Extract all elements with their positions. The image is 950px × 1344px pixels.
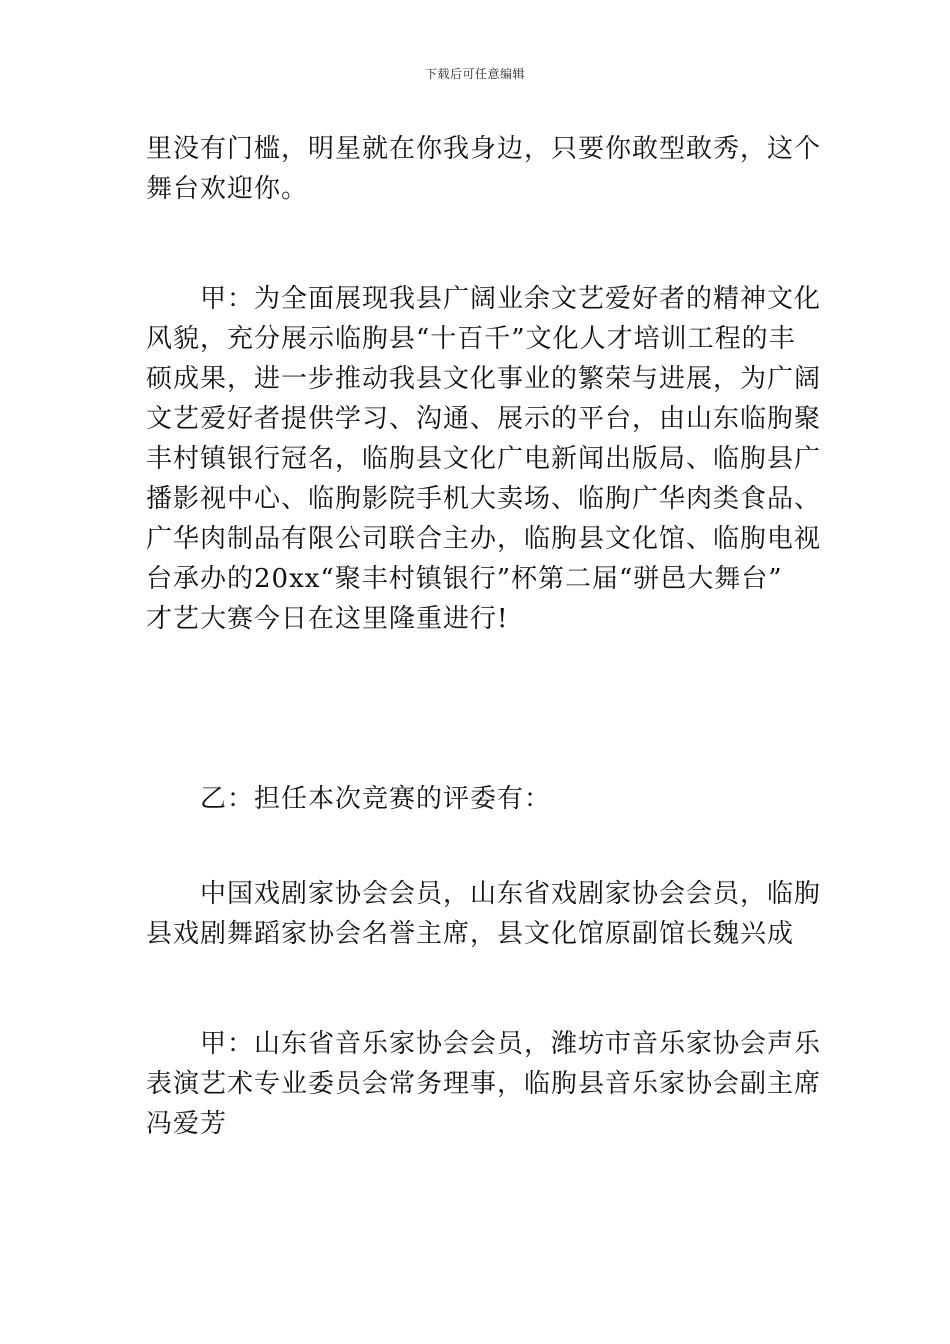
paragraph-host-b-judges xyxy=(146,779,810,819)
paragraph-line: 表演艺术专业委员会常务理事，临朐县音乐家协会副主席 xyxy=(146,1069,822,1099)
paragraph-stage-welcome xyxy=(146,129,822,209)
paragraph-line: 甲：山东省音乐家协会会员，潍坊市音乐家协会声乐 xyxy=(200,1029,822,1059)
paragraph-line: 硕成果，进一步推动我县文化事业的繁荣与进展，为广阔 xyxy=(146,364,822,394)
paragraph-line: 风貌，充分展示临朐县“十百千”文化人才培训工程的丰 xyxy=(146,324,796,354)
paragraph-line: 舞台欢迎你。 xyxy=(146,174,309,204)
paragraph-host-a-intro xyxy=(146,279,822,639)
paragraph-judge-feng xyxy=(146,1024,822,1144)
paragraph-line: 台承办的20xx“聚丰村镇银行”杯第二届“骈邑大舞台” xyxy=(146,564,783,594)
paragraph-line: 乙：担任本次竞赛的评委有： xyxy=(200,784,552,814)
paragraph-line: 县戏剧舞蹈家协会名誉主席，县文化馆原副馆长魏兴成 xyxy=(146,919,795,949)
paragraph-line: 才艺大赛今日在这里隆重进行! xyxy=(146,604,509,634)
page-header: 下载后可任意编辑 xyxy=(424,67,525,81)
paragraph-line: 甲：为全面展现我县广阔业余文艺爱好者的精神文化 xyxy=(200,284,822,314)
paragraph-line: 冯爱芳 xyxy=(146,1109,228,1139)
paragraph-line: 里没有门槛，明星就在你我身边，只要你敢型敢秀，这个 xyxy=(146,134,822,164)
paragraph-line: 丰村镇银行冠名，临朐县文化广电新闻出版局、临朐县广 xyxy=(146,444,822,474)
paragraph-line: 文艺爱好者提供学习、沟通、展示的平台，由山东临朐聚 xyxy=(146,404,822,434)
paragraph-line: 播影视中心、临朐影院手机大卖场、临朐广华肉类食品、 xyxy=(146,484,822,514)
paragraph-line: 中国戏剧家协会会员，山东省戏剧家协会会员，临朐 xyxy=(200,879,822,909)
paragraph-line: 广华肉制品有限公司联合主办，临朐县文化馆、临朐电视 xyxy=(146,524,822,554)
paragraph-judge-wei xyxy=(146,874,822,954)
